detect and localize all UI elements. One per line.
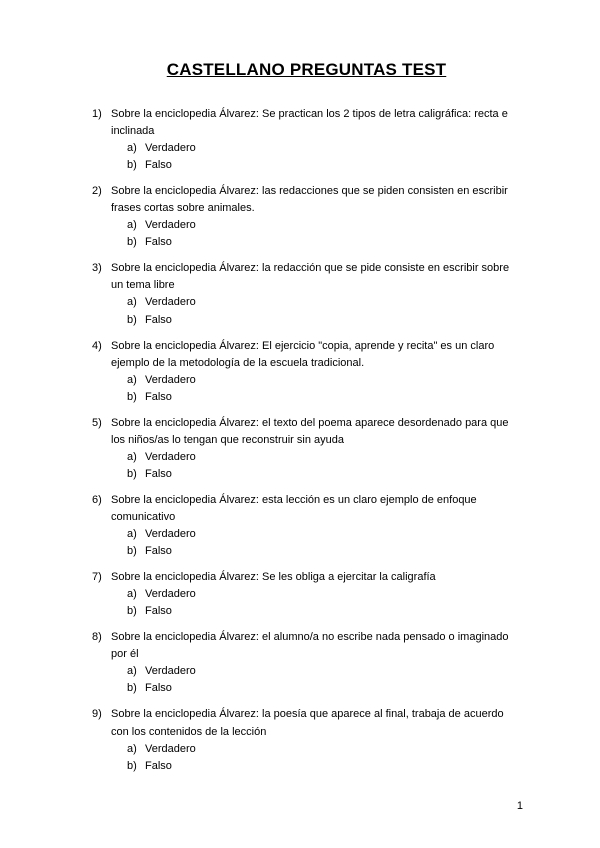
option-text: Falso [145,682,172,695]
option-label: a) [127,665,137,678]
option-label: b) [127,682,137,695]
question-text: Sobre la enciclopedia Álvarez: el alumno/a no escribe nada pensado o imaginado por él [111,631,509,661]
question-text: Sobre la enciclopedia Álvarez: El ejercicio "copia, aprende y recita" es un claro ejemplo de la metodología de la escuela tradicional. [111,339,495,369]
question-row [92,338,521,372]
question-item [92,706,521,774]
option-list [92,741,521,775]
option-text: Verdadero [145,219,196,232]
option-label: a) [127,742,137,755]
question-list [92,106,521,775]
question-number: 2) [92,185,102,198]
option-item [127,140,521,157]
option-item [127,217,521,234]
question-number: 1) [92,108,102,120]
option-text: Falso [145,467,172,480]
option-text: Verdadero [145,373,196,386]
option-label: b) [127,313,137,326]
question-number: 9) [92,708,102,721]
option-label: a) [127,528,137,541]
question-item [92,260,521,328]
option-label: b) [127,390,137,403]
question-row [92,629,521,663]
option-list [92,294,521,328]
option-list [92,449,521,483]
option-list [92,586,521,620]
option-item [127,372,521,389]
option-list [92,372,521,406]
option-item [127,543,521,560]
option-item [127,663,521,680]
question-row [92,492,521,526]
question-item [92,629,521,697]
question-text: Sobre la enciclopedia Álvarez: las redacciones que se piden consisten en escribir frases cortas sobre animales. [111,185,508,215]
question-row [92,183,521,217]
question-item [92,492,521,560]
option-item [127,294,521,311]
option-text: Verdadero [145,528,196,541]
option-text: Verdadero [145,665,196,678]
question-text: Sobre la enciclopedia Álvarez: la poesía que aparece al final, trabaja de acuerdo con los contenidos de la lección [111,708,504,738]
question-row [92,106,521,140]
option-item [127,586,521,603]
option-label: b) [127,467,137,480]
option-label: b) [127,236,137,249]
option-item [127,449,521,466]
question-text: Sobre la enciclopedia Álvarez: Se les obliga a ejercitar la caligrafía [111,571,436,584]
option-label: a) [127,373,137,386]
question-text: Sobre la enciclopedia Álvarez: la redacción que se pide consiste en escribir sobre un tema libre [111,262,510,292]
option-item [127,466,521,483]
question-item [92,183,521,251]
question-text: Sobre la enciclopedia Álvarez: Se practican los 2 tipos de letra caligráfica: recta e inclinada [111,108,508,138]
option-item [127,312,521,329]
question-item [92,338,521,406]
option-list [92,526,521,560]
option-list [92,217,521,251]
option-item [127,603,521,620]
option-text: Falso [145,390,172,403]
option-label: b) [127,159,137,172]
option-item [127,680,521,697]
option-label: a) [127,219,137,232]
option-item [127,157,521,174]
question-row [92,260,521,294]
question-item [92,415,521,483]
option-text: Falso [145,313,172,326]
option-item [127,741,521,758]
option-label: a) [127,450,137,463]
question-number: 8) [92,631,102,644]
option-item [127,389,521,406]
question-number: 4) [92,339,102,352]
question-text: Sobre la enciclopedia Álvarez: el texto del poema aparece desordenado para que los niños/as lo tengan que reconstruir sin ayuda [111,416,509,446]
question-number: 3) [92,262,102,275]
option-text: Falso [145,759,172,772]
option-item [127,234,521,251]
option-item [127,758,521,775]
question-number: 6) [92,493,102,506]
option-text: Verdadero [145,588,196,601]
option-item [127,526,521,543]
option-label: b) [127,605,137,618]
question-row [92,569,521,586]
question-row [92,706,521,740]
page-title: CASTELLANO PREGUNTAS TEST [166,60,447,79]
question-text: Sobre la enciclopedia Álvarez: esta lección es un claro ejemplo de enfoque comunicativo [111,493,477,523]
option-text: Falso [145,159,172,172]
option-text: Verdadero [145,742,196,755]
question-number: 7) [92,571,102,584]
page-number: 1 [516,800,523,812]
option-text: Verdadero [145,450,196,463]
option-text: Falso [145,236,172,249]
option-label: a) [127,296,137,309]
question-number: 5) [92,416,102,429]
question-item [92,569,521,620]
question-row [92,415,521,449]
option-label: a) [127,588,137,601]
option-text: Falso [145,605,172,618]
option-label: b) [127,759,137,772]
option-list [92,663,521,697]
option-text: Falso [145,545,172,558]
option-label: a) [127,142,137,155]
question-item [92,106,521,174]
option-text: Verdadero [145,296,196,309]
option-list [92,140,521,174]
option-text: Verdadero [145,142,196,155]
option-label: b) [127,545,137,558]
